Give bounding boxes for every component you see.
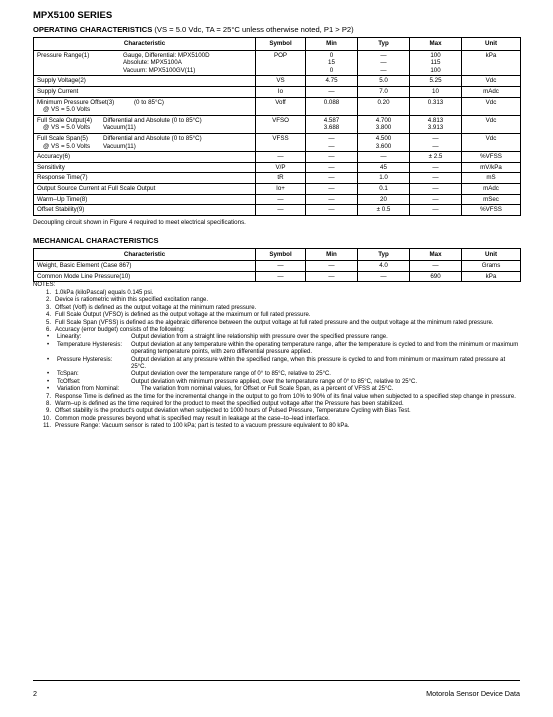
characteristic-sub: @ VS = 5.0 Volts xyxy=(43,124,91,132)
typ-cell: 45 xyxy=(358,162,410,173)
characteristic-sub: Vacuum: MPX5100GV(11) xyxy=(123,66,196,74)
value: — xyxy=(380,51,387,59)
unit-cell: mAdc xyxy=(462,86,521,97)
max-cell xyxy=(410,50,462,76)
characteristic-label: Minimum Pressure Offset(3) xyxy=(37,98,115,106)
characteristic-label: Full Scale Span(5) xyxy=(37,134,88,142)
symbol-cell: — xyxy=(256,261,306,272)
note-item: 6. Accuracy (error budget) consists of the following: xyxy=(33,327,520,334)
bullet-item: • Linearity: Output deviation from a straight line relationship with pressure over the specified pressure range. xyxy=(33,334,520,341)
max-cell: 0.313 xyxy=(410,97,462,115)
min-cell: — xyxy=(306,194,358,205)
characteristic-cell: Weight, Basic Element (Case 867) xyxy=(34,261,256,272)
bullet-desc: Output deviation with minimum pressure applied, over the temperature range of 0° to 85°C, relative to 25°C. xyxy=(131,378,418,385)
unit-cell: Vdc xyxy=(462,115,521,133)
bullet-item: • Temperature Hysteresis: Output deviation at any temperature within the operating temperature range, after the temperature is cycled to and from the minimum or maximum operating temperature points, with zero differential pressure applied. xyxy=(47,341,519,356)
characteristic-condition: Differential and Absolute (0 to 85°C) xyxy=(103,116,202,124)
min-cell: — xyxy=(306,271,358,282)
characteristic-cell: Accuracy(6) xyxy=(34,152,256,163)
table-footnote: Decoupling circuit shown in Figure 4 required to meet electrical specifications. xyxy=(33,218,246,226)
unit-cell: Vdc xyxy=(462,133,521,151)
value: 4.700 xyxy=(375,116,392,124)
characteristic-sub: Absolute: MPX5100A xyxy=(123,59,182,67)
note-text: Offset stability is the product's output deviation when subjected to 1000 hours of Pulsed Pressure, Temperature Cycling with Bias Test. xyxy=(55,408,411,415)
header-cell: Typ xyxy=(358,248,410,261)
min-cell xyxy=(306,115,358,133)
unit-cell: mS xyxy=(462,173,521,184)
value: 100 xyxy=(430,66,441,74)
characteristic-cell: Sensitivity xyxy=(34,162,256,173)
header-cell: Typ xyxy=(358,38,410,51)
symbol-cell: VFSO xyxy=(256,115,306,133)
table-row xyxy=(34,76,521,87)
max-cell: — xyxy=(410,194,462,205)
operating-title-text: OPERATING CHARACTERISTICS xyxy=(33,25,153,34)
value: — xyxy=(380,59,387,67)
value: 115 xyxy=(430,59,441,67)
max-cell: 5.25 xyxy=(410,76,462,87)
note-item: 7. Response Time is defined as the time for the incremental change in the output to go from 10% to 90% of its final value when subjected to a specified step change in pressure. xyxy=(33,394,520,401)
typ-cell xyxy=(358,115,410,133)
min-cell: 4.75 xyxy=(306,76,358,87)
note-text: Full Scale Output (VFSO) is defined as the output voltage at the maximum or full rated pressure. xyxy=(55,312,311,319)
note-item: 1. 1.0kPa (kiloPascal) equals 0.145 psi. xyxy=(33,290,520,297)
bullet-item: • Variation from Nominal: The variation from nominal values, for Offset or Full Scale Span, as a percent of VFSS at 25°C. xyxy=(33,386,520,393)
bullet-item: • TcOffset: Output deviation with minimum pressure applied, over the temperature range of 0° to 85°C, relative to 25°C. xyxy=(33,379,520,386)
unit-cell: Vdc xyxy=(462,97,521,115)
operating-table xyxy=(33,37,521,216)
page-footer xyxy=(33,680,520,698)
table-header-row xyxy=(34,38,521,51)
note-text: Device is ratiometric within this specified excitation range. xyxy=(55,297,209,304)
bullet-desc: The variation from nominal values, for Offset or Full Scale Span, as a percent of VFSS at 25°C. xyxy=(141,386,394,393)
bullet-desc: Output deviation over the temperature range of 0° to 85°C, relative to 25°C. xyxy=(131,371,331,378)
characteristic-cell: Supply Voltage(2) xyxy=(34,76,256,87)
header-cell: Symbol xyxy=(256,248,306,261)
max-cell xyxy=(410,133,462,151)
max-cell: — xyxy=(410,183,462,194)
bullet-name: Linearity: xyxy=(57,334,82,341)
min-cell xyxy=(306,133,358,151)
table-row xyxy=(34,97,521,115)
characteristic-cell: Output Source Current at Full Scale Output xyxy=(34,183,256,194)
unit-cell: mV/kPa xyxy=(462,162,521,173)
characteristic-sub: @ VS = 5.0 Volts xyxy=(43,142,91,150)
symbol-cell: VS xyxy=(256,76,306,87)
note-text: Accuracy (error budget) consists of the following: xyxy=(55,326,185,333)
note-text: Pressure Range: Vacuum sensor is rated to 100 kPa; part is tested to a vacuum pressure equivalent to 80 kPa. xyxy=(55,423,350,430)
mechanical-title: MECHANICAL CHARACTERISTICS xyxy=(33,235,159,245)
note-text: Response Time is defined as the time for the incremental change in the output to go from 10% to 90% of its final value when subjected to a specified step change in pressure. xyxy=(55,393,516,400)
value: 3.688 xyxy=(323,124,340,132)
page-number: 2 xyxy=(33,689,37,698)
value: — xyxy=(328,142,335,150)
typ-cell: — xyxy=(358,271,410,282)
min-cell: — xyxy=(306,183,358,194)
header-cell: Min xyxy=(306,248,358,261)
symbol-cell: Voff xyxy=(256,97,306,115)
typ-cell xyxy=(358,133,410,151)
table-row xyxy=(34,183,521,194)
characteristic-sub: @ VS = 5.0 Volts xyxy=(43,106,91,114)
min-cell: — xyxy=(306,86,358,97)
footer-publication: Motorola Sensor Device Data xyxy=(426,689,520,698)
min-cell: — xyxy=(306,205,358,216)
unit-cell: mSec xyxy=(462,194,521,205)
notes-section xyxy=(33,282,520,430)
characteristic-label: Pressure Range(1) xyxy=(37,51,90,59)
note-item: 10. Common mode pressures beyond what is specified may result in leakage at the case–to–lead interface. xyxy=(33,416,520,423)
unit-cell: kPa xyxy=(462,50,521,76)
typ-cell: 5.0 xyxy=(358,76,410,87)
min-cell: — xyxy=(306,173,358,184)
note-text: Offset (Voff) is defined as the output voltage at the minimum rated pressure. xyxy=(55,304,257,311)
characteristic-cell xyxy=(34,50,256,76)
table-row xyxy=(34,194,521,205)
typ-cell: 0.20 xyxy=(358,97,410,115)
note-item: 3. Offset (Voff) is defined as the output voltage at the minimum rated pressure. xyxy=(33,305,520,312)
symbol-cell: — xyxy=(256,205,306,216)
symbol-cell: POP xyxy=(256,50,306,76)
characteristic-condition: Differential and Absolute (0 to 85°C) xyxy=(103,134,202,142)
characteristic-cell xyxy=(34,133,256,151)
typ-cell: 4.0 xyxy=(358,261,410,272)
max-cell: — xyxy=(410,205,462,216)
typ-cell: 1.0 xyxy=(358,173,410,184)
bullet-name: TcSpan: xyxy=(57,371,79,378)
note-text: Common mode pressures beyond what is specified may result in leakage at the case–to–lead interface. xyxy=(55,415,330,422)
typ-cell: 20 xyxy=(358,194,410,205)
value: 3.600 xyxy=(375,142,392,150)
characteristic-cell: Offset Stability(9) xyxy=(34,205,256,216)
max-cell: 690 xyxy=(410,271,462,282)
bullet-name: Variation from Nominal: xyxy=(57,386,120,393)
datasheet-page xyxy=(33,10,520,431)
bullet-name: TcOffset: xyxy=(57,378,81,385)
symbol-cell: V/P xyxy=(256,162,306,173)
header-cell: Unit xyxy=(462,38,521,51)
characteristic-cell: Supply Current xyxy=(34,86,256,97)
typ-cell: 0.1 xyxy=(358,183,410,194)
characteristic-cell: Warm–Up Time(8) xyxy=(34,194,256,205)
bullet-name: Pressure Hysteresis: xyxy=(57,356,113,363)
characteristic-condition: Vacuum(11) xyxy=(103,142,136,150)
table-row xyxy=(34,115,521,133)
value: 100 xyxy=(430,51,441,59)
table-row xyxy=(34,152,521,163)
table-row xyxy=(34,261,521,272)
symbol-cell: VFSS xyxy=(256,133,306,151)
value: — xyxy=(380,66,387,74)
bullet-item: • TcSpan: Output deviation over the temperature range of 0° to 85°C, relative to 25°C. xyxy=(33,371,520,378)
table-row xyxy=(34,133,521,151)
max-cell xyxy=(410,115,462,133)
min-cell: — xyxy=(306,152,358,163)
value: 15 xyxy=(328,59,335,67)
max-cell: ± 2.5 xyxy=(410,152,462,163)
bullet-name: Temperature Hysteresis: xyxy=(57,341,123,348)
symbol-cell: tR xyxy=(256,173,306,184)
value: 3.800 xyxy=(375,124,392,132)
note-item: 8. Warm–up is defined as the time required for the product to meet the specified output voltage after the Pressure has been stabilized. xyxy=(33,401,520,408)
unit-cell: mAdc xyxy=(462,183,521,194)
max-cell: — xyxy=(410,173,462,184)
min-cell: — xyxy=(306,261,358,272)
value: 4.813 xyxy=(427,116,444,124)
note-text: Warm–up is defined as the time required for the product to meet the specified output voltage after the Pressure has been stabilized. xyxy=(55,400,404,407)
characteristic-condition: Vacuum(11) xyxy=(103,124,136,132)
unit-cell: Grams xyxy=(462,261,521,272)
notes-heading: NOTES: xyxy=(33,282,56,289)
note-item: 9. Offset stability is the product's output deviation when subjected to 1000 hours of Pulsed Pressure, Temperature Cycling with Bias Test. xyxy=(33,408,520,415)
header-cell: Unit xyxy=(462,248,521,261)
note-item: 2. Device is ratiometric within this specified excitation range. xyxy=(33,297,520,304)
min-cell: — xyxy=(306,162,358,173)
symbol-cell: — xyxy=(256,271,306,282)
typ-cell: — xyxy=(358,152,410,163)
unit-cell: %VFSS xyxy=(462,152,521,163)
characteristic-cell: Common Mode Line Pressure(10) xyxy=(34,271,256,282)
characteristic-cell xyxy=(34,115,256,133)
value: 3.913 xyxy=(427,124,444,132)
unit-cell: Vdc xyxy=(462,76,521,87)
unit-cell: %VFSS xyxy=(462,205,521,216)
min-cell xyxy=(306,50,358,76)
bullet-desc: Output deviation at any temperature within the operating temperature range, after the temperature is cycled to and from the minimum or maximum operating temperature points, with zero differential pressure applied. xyxy=(131,341,519,356)
characteristic-label: Full Scale Output(4) xyxy=(37,116,93,124)
typ-cell: 7.0 xyxy=(358,86,410,97)
bullet-item: • Pressure Hysteresis: Output deviation at any pressure within the specified range, when this pressure is cycled to and from minimum or maximum rated pressure at 25°C. xyxy=(33,357,520,372)
value: — xyxy=(432,142,439,150)
characteristic-cell xyxy=(34,97,256,115)
table-row xyxy=(34,162,521,173)
note-text: 1.0kPa (kiloPascal) equals 0.145 psi. xyxy=(55,289,154,296)
value: 4.587 xyxy=(323,116,340,124)
operating-conditions: (VS = 5.0 Vdc, TA = 25°C unless otherwise noted, P1 > P2) xyxy=(154,25,354,34)
max-cell: 10 xyxy=(410,86,462,97)
characteristic-sub: Gauge, Differential: MPX5100D xyxy=(123,51,210,59)
max-cell: — xyxy=(410,162,462,173)
note-item: 11. Pressure Range: Vacuum sensor is rated to 100 kPa; part is tested to a vacuum pressure equivalent to 80 kPa. xyxy=(33,423,520,430)
symbol-cell: Io xyxy=(256,86,306,97)
value: 4.500 xyxy=(375,134,392,142)
characteristic-condition: (0 to 85°C) xyxy=(133,98,164,106)
header-cell: Characteristic xyxy=(34,248,256,261)
table-header-row xyxy=(34,248,521,261)
mechanical-table xyxy=(33,248,521,283)
bullet-desc: Output deviation from a straight line relationship with pressure over the specified pressure range. xyxy=(131,334,388,341)
note-item: 4. Full Scale Output (VFSO) is defined as the output voltage at the maximum or full rated pressure. xyxy=(33,312,520,319)
table-row xyxy=(34,271,521,282)
table-row xyxy=(34,205,521,216)
min-cell: 0.088 xyxy=(306,97,358,115)
header-cell: Characteristic xyxy=(34,38,256,51)
operating-title xyxy=(33,25,520,34)
value: 0 xyxy=(329,66,334,74)
symbol-cell: — xyxy=(256,194,306,205)
typ-cell xyxy=(358,50,410,76)
typ-cell: ± 0.5 xyxy=(358,205,410,216)
unit-cell: kPa xyxy=(462,271,521,282)
bullet-desc: Output deviation at any pressure within the specified range, when this pressure is cycled to and from minimum or maximum rated pressure at 25°C. xyxy=(131,356,506,370)
note-item: 5. Full Scale Span (VFSS) is defined as the algebraic difference between the output voltage at full rated pressure and the output voltage at the minimum rated pressure. xyxy=(33,320,520,327)
header-cell: Min xyxy=(306,38,358,51)
header-cell: Max xyxy=(410,248,462,261)
header-cell: Max xyxy=(410,38,462,51)
table-row xyxy=(34,173,521,184)
symbol-cell: Io+ xyxy=(256,183,306,194)
value: 0 xyxy=(329,51,334,59)
table-row xyxy=(34,86,521,97)
value: — xyxy=(328,134,335,142)
series-title: MPX5100 SERIES xyxy=(33,10,113,21)
characteristic-cell: Response Time(7) xyxy=(34,173,256,184)
table-row xyxy=(34,50,521,76)
max-cell: — xyxy=(410,261,462,272)
value: — xyxy=(432,134,439,142)
note-text: Full Scale Span (VFSS) is defined as the algebraic difference between the output voltage at full rated pressure and the output voltage at the minimum rated pressure. xyxy=(55,319,494,326)
symbol-cell: — xyxy=(256,152,306,163)
header-cell: Symbol xyxy=(256,38,306,51)
